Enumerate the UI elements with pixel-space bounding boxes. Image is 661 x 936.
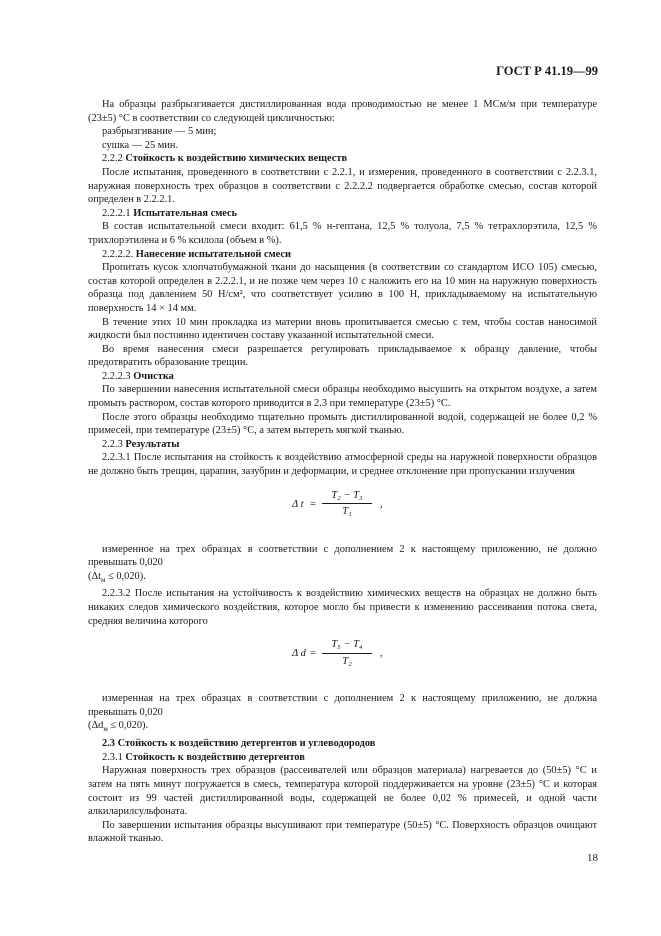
formula-numerator: T₂ − T₃ <box>322 489 372 505</box>
section-title: Очистка <box>133 370 174 382</box>
section-heading-2-2-3 <box>88 438 597 452</box>
paragraph-apply-mixture: Пропитать кусок хлопчатобумажной ткани до насыщения (в соответствии со стандартом ИСО 105) смесью, состав которой определен в 2.2.2.1, и не позже чем через 10 с наложить его на 10 мин на наружную поверхность образца под давлением 50 Н/см², что соответствует усилию в 100 Н, прикладываемому на испытательную поверхность 14 × 14 мм. <box>88 262 597 314</box>
paragraph-pressure: Во время нанесения смеси разрешается регулировать прикладываемое к образцу давление, чтобы предотвратить образование трещин. <box>88 343 597 369</box>
formula-numerator: T₅ − T₄ <box>322 638 372 654</box>
paragraph-spray: На образцы разбрызгивается дистиллированная вода проводимостью не менее 1 МСм/м при температуре (23±5) °С в соответствии со следующей цикличностью: <box>88 99 597 124</box>
section-title: Стойкость к воздействию детергентов <box>125 751 305 763</box>
formula-comma: , <box>380 648 383 660</box>
formula-equals: = <box>310 648 316 660</box>
paragraph-chemical-test: После испытания, проведенного в соответствии с 2.2.1, и измерения, проведенного в соответствии с 2.2.3.1, наружная поверхность трех образцов в соответствии с 2.2.2.2 подвергается обработке смесью, состав которой определен в 2.2.2.1. <box>88 166 597 206</box>
paragraph-resoak: В течение этих 10 мин прокладка из материи вновь пропитывается смесью с тем, чтобы состав наносимой жидкости был постоянно идентичен составу указанной испытательной смеси. <box>88 316 597 342</box>
condition-delta-d <box>88 719 597 737</box>
formula-fraction <box>322 638 372 668</box>
formula-delta-t <box>88 489 597 535</box>
formula-fraction <box>322 489 372 519</box>
section-title: Испытательная смесь <box>133 207 238 219</box>
formula-lhs: Δ d <box>292 648 306 660</box>
section-heading-2-2-2-2 <box>88 248 597 262</box>
section-title: Результаты <box>125 438 180 450</box>
condition-limit: ≤ 0,020). <box>105 570 146 582</box>
page-body <box>88 98 597 846</box>
condition-delta-t <box>88 570 597 588</box>
section-number: 2.3.1 <box>102 751 123 763</box>
section-heading-2-3-1 <box>88 751 597 765</box>
cycle-item-dry: сушка — 25 мин. <box>102 139 179 151</box>
paragraph-mixture-composition: В состав испытательной смеси входит: 61,5 % н-гептана, 12,5 % толуола, 7,5 % тетрахлорэтила, 12,5 % трихлорэтилена и 6 % ксилола (объем в %). <box>88 221 597 246</box>
paragraph-results-chemical: 2.2.3.2 После испытания на устойчивость к воздействию химических веществ на образцах не должно быть никаких следов химического воздействия, которое могло бы привести к изменению рассеивания потока света, средняя величина которого <box>88 588 597 627</box>
section-number: 2.2.3 <box>102 438 123 450</box>
paragraph-detergent-test: Наружная поверхность трех образцов (рассеивателей или образцов материала) нагревается до (50±5) °С и затем на пять минут погружается в смесь, температура которой поддерживается на уровне (23±5) °С и которая состоит из 99 частей дистиллированной воды, содержащей не более 0,02 % примесей, и одной части алкиларилсульфоната. <box>88 765 597 818</box>
formula-denominator: T₂ <box>342 655 352 667</box>
formula-equals: = <box>310 498 316 510</box>
formula-denominator: T₁ <box>342 506 352 518</box>
section-heading-2-3: 2.3 Стойкость к воздействию детергентов и углеводородов <box>102 738 376 750</box>
paragraph-measured-scatter: измеренная на трех образцах в соответствии с дополнением 2 к настоящему приложению, не должна превышать 0,020 <box>88 693 597 718</box>
formula-lhs: Δ t <box>292 498 304 510</box>
page-number: 18 <box>587 852 598 864</box>
section-number: 2.2.2.3 <box>102 370 131 382</box>
section-heading-2-2-2 <box>88 152 597 166</box>
paragraph-measured-transmission: измеренное на трех образцах в соответствии с дополнением 2 к настоящему приложению, не должно превышать 0,020 <box>88 543 597 569</box>
section-title: Нанесение испытательной смеси <box>135 248 292 260</box>
paragraph-detergent-dry: По завершении испытания образцы высушивают при температуре (50±5) °С. Поверхность образцов очищают влажной тканью. <box>88 819 597 845</box>
formula-delta-d <box>88 638 597 684</box>
paragraph-cleaning-rinse: После этого образцы необходимо тщательно промыть дистиллированной водой, содержащей не более 0,2 % примесей, при температуре (23±5) °С, а затем вытереть мягкой тканью. <box>88 411 597 437</box>
paragraph-results-weathering: 2.2.3.1 После испытания на стойкость к воздействию атмосферной среды на наружной поверхности образцов не должно быть трещин, царапин, зазубрин и деформации, и среднее отклонение при пропускании излучения <box>88 452 597 478</box>
section-number: 2.2.2 <box>102 153 123 165</box>
condition-symbol: (Δd <box>88 720 104 732</box>
section-heading-2-2-2-3 <box>88 370 597 384</box>
paragraph-cleaning-dry: По завершении нанесения испытательной смеси образцы необходимо высушить на открытом воздухе, а затем промыть раствором, состав которого приводится в 2.3 при температуре (23±5) °С. <box>88 384 597 410</box>
section-number: 2.2.2.1 <box>102 207 131 219</box>
condition-symbol: (Δt <box>88 570 102 582</box>
condition-limit: ≤ 0,020). <box>107 720 149 732</box>
document-header: ГОСТ Р 41.19—99 <box>496 64 598 78</box>
section-number: 2.2.2.2. <box>102 248 134 260</box>
cycle-item-spray: разбрызгивание — 5 мин; <box>102 126 217 138</box>
section-title: Стойкость к воздействию химических веществ <box>125 153 348 165</box>
condition-subscript: м <box>103 725 108 734</box>
condition-subscript: м <box>101 575 106 584</box>
section-heading-2-2-2-1 <box>88 207 597 221</box>
formula-comma: , <box>380 498 383 510</box>
